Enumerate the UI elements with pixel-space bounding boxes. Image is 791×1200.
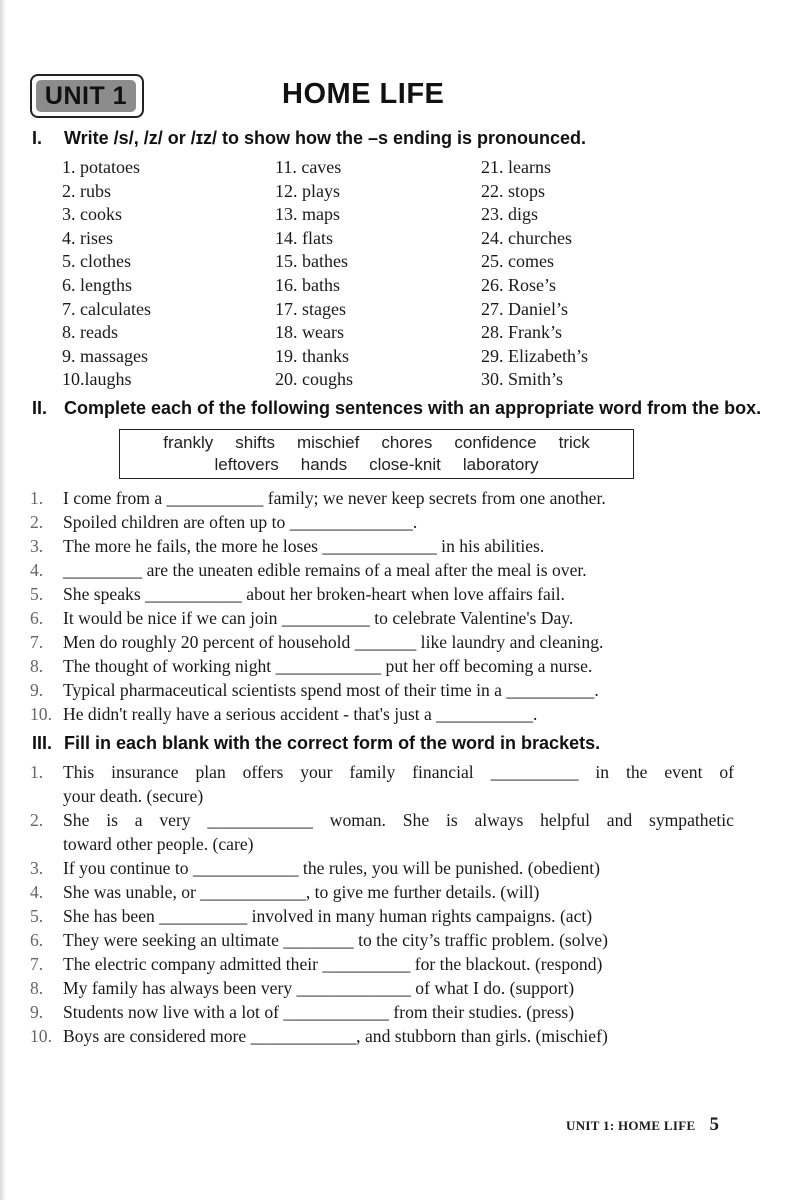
question-number: 3. [30,536,44,556]
question-item [30,606,734,630]
question-number: 1. [30,488,44,508]
question-number: 8. [30,656,44,676]
word-box-row-2 [120,455,633,475]
question-number: 5. [30,584,44,604]
question-text: If you continue to ____________ the rules, you will be punished. (obedient) [63,858,601,878]
question-text: Boys are considered more ____________, and stubborn than girls. (mischief) [63,1026,608,1046]
question-number: 2. [30,810,44,830]
question-item [30,928,734,952]
question-item [30,952,734,976]
question-number: 5. [30,906,44,926]
word-item: 20. coughs [275,369,353,390]
question-number: 4. [30,560,44,580]
question-number: 9. [30,1002,44,1022]
box-word: hands [300,455,348,474]
section-3-number: III. [32,733,53,753]
question-text: The electric company admitted their __________ for the blackout. (respond) [63,954,603,974]
section-2-heading [32,398,761,419]
section-3-instruction: Fill in each blank with the correct form of the word in brackets. [64,733,601,753]
question-text-continued: toward other people. (care) [63,834,254,854]
question-item [30,534,734,558]
unit-header [30,70,770,120]
box-word: leftovers [214,455,279,474]
question-text: She is a very ____________ woman. She is always helpful and sympathetic [63,810,734,830]
question-text: My family has always been very _____________ of what I do. (support) [63,978,575,998]
question-text: The thought of working night ____________ put her off becoming a nurse. [63,656,593,676]
word-item: 28. Frank’s [481,322,562,343]
word-item: 17. stages [275,298,346,319]
section-2-instruction: Complete each of the following sentences with an appropriate word from the box. [64,398,762,418]
unit-title: HOME LIFE [282,78,445,110]
question-number: 7. [30,632,44,652]
unit-badge-label: UNIT 1 [36,80,136,112]
question-text: Typical pharmaceutical scientists spend most of their time in a __________. [63,680,599,700]
word-item: 25. comes [481,251,554,272]
question-item [30,678,734,702]
word-item: 11. caves [275,157,342,177]
word-item: 27. Daniel’s [481,298,568,319]
word-item: 14. flats [275,227,333,248]
question-item [30,486,734,510]
box-word: mischief [296,433,360,452]
question-item [30,808,734,856]
word-column-3 [481,156,588,392]
question-item [30,582,734,606]
word-column-2 [275,156,353,392]
question-text: They were seeking an ultimate ________ to the city’s traffic problem. (solve) [63,930,608,950]
section-1-number: I. [32,128,43,148]
word-item: 13. maps [275,204,340,225]
question-item [30,654,734,678]
word-item: 19. thanks [275,345,349,366]
word-item: 8. reads [62,322,118,343]
question-item [30,558,734,582]
page-number: 5 [709,1114,720,1135]
word-item: 3. cooks [62,204,122,225]
word-item: 6. lengths [62,274,132,295]
section-2-number: II. [32,398,48,418]
question-text: She has been __________ involved in many human rights campaigns. (act) [63,906,593,926]
question-item [30,510,734,534]
word-item: 12. plays [275,180,340,201]
word-item: 24. churches [481,227,572,248]
word-item: 21. learns [481,157,551,177]
page-footer [566,1114,719,1136]
question-text: I come from a ___________ family; we never keep secrets from one another. [63,488,606,508]
question-number: 10. [30,704,52,724]
question-number: 7. [30,954,44,974]
question-item [30,1024,734,1048]
question-number: 1. [30,762,44,782]
box-word: confidence [454,433,537,452]
question-number: 8. [30,978,44,998]
word-item: 18. wears [275,322,344,343]
word-item: 4. rises [62,227,113,248]
question-text-continued: your death. (secure) [63,786,204,806]
question-number: 6. [30,930,44,950]
box-word: chores [381,433,433,452]
question-text: Men do roughly 20 percent of household _______ like laundry and cleaning. [63,632,604,652]
word-item: 15. bathes [275,251,348,272]
word-box-row-1 [120,433,633,453]
question-text: The more he fails, the more he loses _____________ in his abilities. [63,536,545,556]
question-text: It would be nice if we can join __________ to celebrate Valentine's Day. [63,608,574,628]
word-item: 1. potatoes [62,157,140,177]
question-item [30,880,734,904]
page-edge [0,0,6,1200]
word-item: 5. clothes [62,251,131,272]
section-3-questions [30,760,734,1048]
question-item [30,976,734,1000]
question-text: _________ are the uneaten edible remains of a meal after the meal is over. [63,560,587,580]
box-word: close-knit [369,455,441,474]
question-text: This insurance plan offers your family financial __________ in the event of [63,762,734,782]
word-item: 23. digs [481,204,539,225]
section-1-heading [32,128,586,149]
question-number: 9. [30,680,44,700]
box-word: trick [558,433,590,452]
question-text: He didn't really have a serious accident - that's just a ___________. [63,704,538,724]
word-item: 22. stops [481,180,546,201]
word-column-1 [62,156,151,392]
question-number: 4. [30,882,44,902]
word-item: 10.laughs [62,369,132,390]
section-1-instruction: Write /s/, /z/ or /ɪz/ to show how the –s ending is pronounced. [64,128,586,148]
question-number: 3. [30,858,44,878]
question-number: 2. [30,512,44,532]
section-2-questions [30,486,734,726]
word-item: 16. baths [275,274,340,295]
question-number: 6. [30,608,44,628]
question-item [30,904,734,928]
box-word: frankly [163,433,214,452]
question-text: Spoiled children are often up to ______________. [63,512,418,532]
question-number: 10. [30,1026,52,1046]
question-item [30,856,734,880]
word-item: 29. Elizabeth’s [481,345,588,366]
word-item: 30. Smith’s [481,369,564,390]
footer-label: UNIT 1: HOME LIFE [566,1118,696,1133]
question-text: She speaks ___________ about her broken-heart when love affairs fail. [63,584,565,604]
word-item: 2. rubs [62,180,111,201]
word-item: 26. Rose’s [481,274,557,295]
box-word: shifts [235,433,275,452]
box-word: laboratory [462,455,539,474]
word-box [119,429,634,479]
unit-badge [30,74,144,118]
word-item: 9. massages [62,345,148,366]
question-text: Students now live with a lot of ____________ from their studies. (press) [63,1002,575,1022]
question-item [30,630,734,654]
question-item [30,1000,734,1024]
word-item: 7. calculates [62,298,151,319]
question-item [30,702,734,726]
section-3-heading [32,733,600,754]
question-text: She was unable, or ____________, to give me further details. (will) [63,882,540,902]
question-item [30,760,734,808]
